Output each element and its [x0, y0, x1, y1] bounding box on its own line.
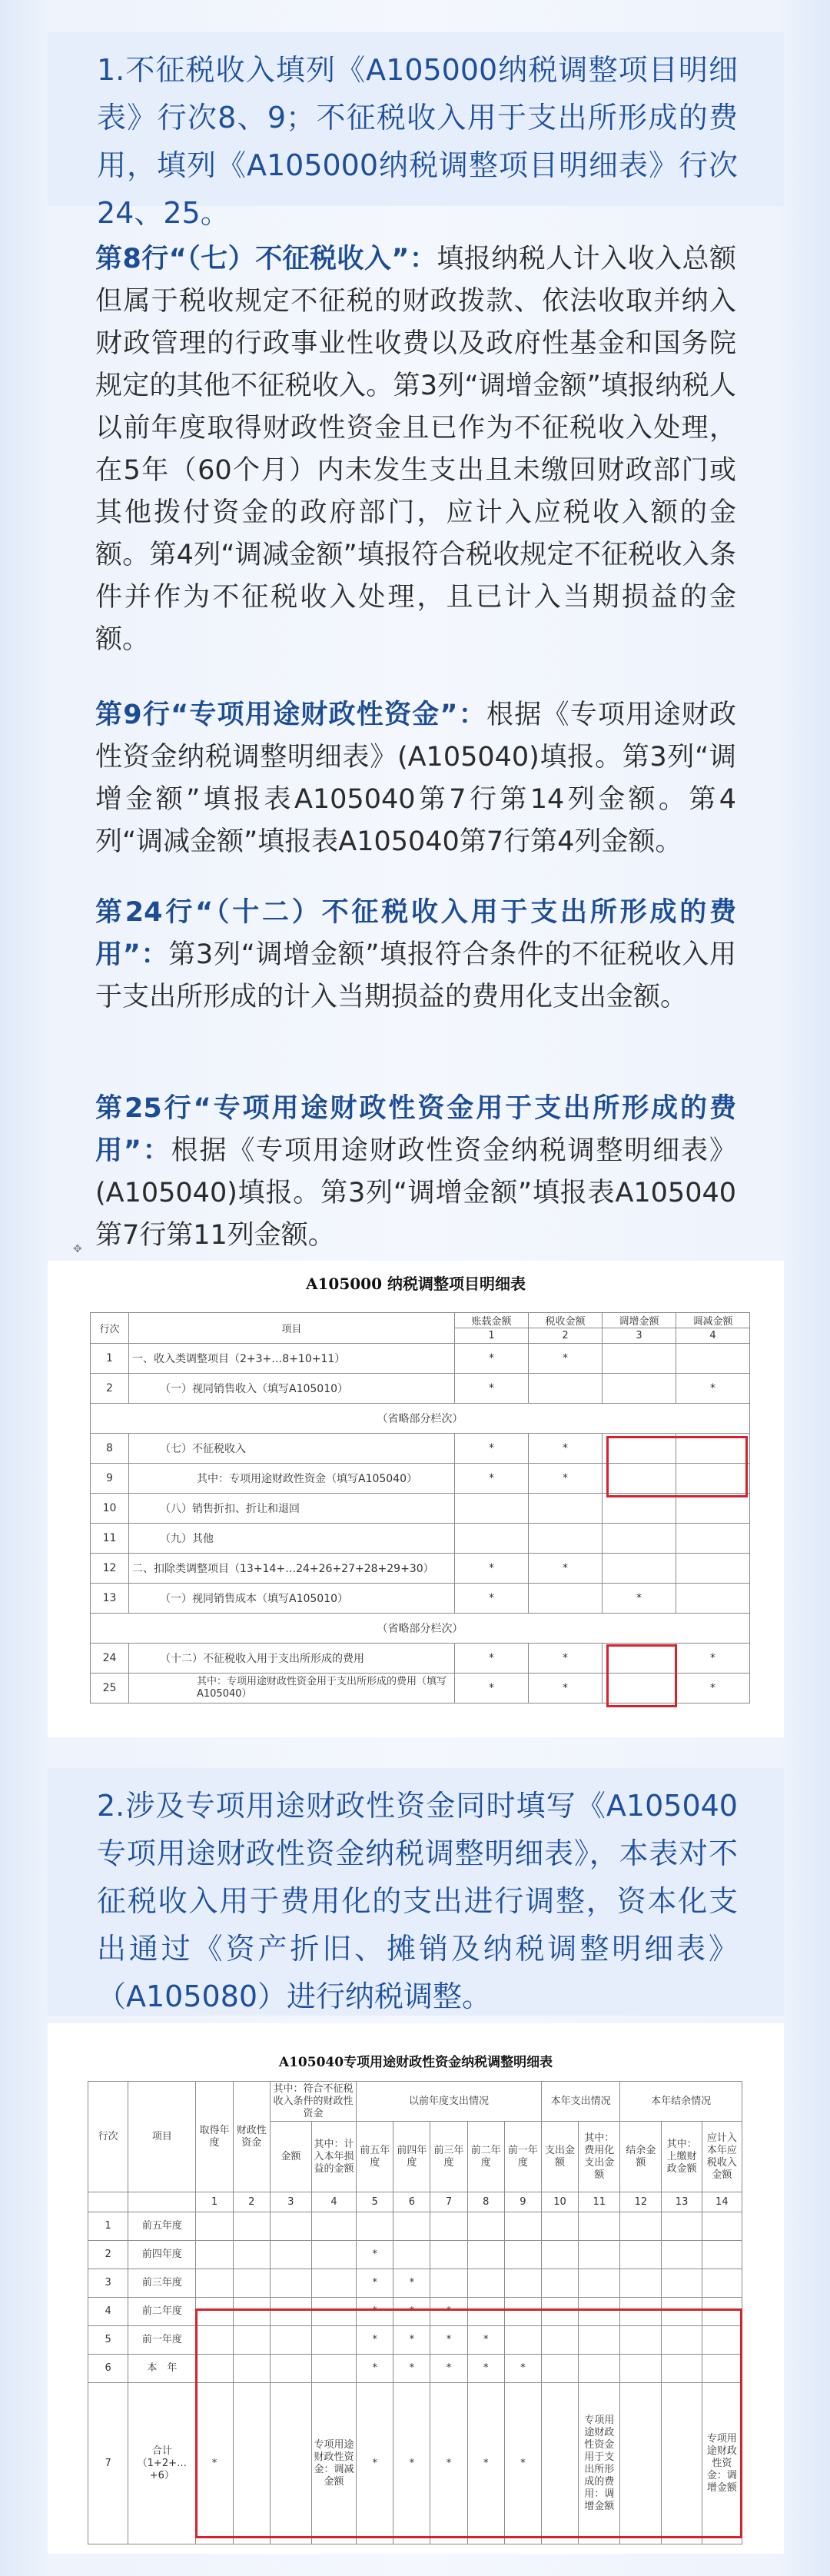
- cell: [603, 1554, 676, 1584]
- cell: *: [430, 2298, 467, 2326]
- header-cell: 其中：符合不征税收入条件的财政性资金: [270, 2082, 356, 2122]
- cell: 2: [88, 2241, 128, 2269]
- note-2: 2.涉及专项用途财政性资金同时填写《A105040专项用途财政性资金纳税调整明细表》，本表对不征税收入用于费用化的支出进行调整，资本化支出通过《资产折旧、摊销及纳税调整明细表》（A105080）进行纳税调整。: [48, 1768, 784, 2016]
- cell: *: [455, 1434, 529, 1464]
- cell: *: [529, 1434, 603, 1464]
- table-row: [91, 1494, 750, 1524]
- table-row: [91, 1554, 750, 1584]
- header-cell: 取得年度: [196, 2082, 233, 2192]
- cell: [529, 1494, 603, 1524]
- cell: [270, 2212, 311, 2241]
- cell: [196, 2212, 233, 2241]
- cell: [579, 2269, 620, 2298]
- cell: [128, 2192, 196, 2212]
- cell: 专项用途财政性资金用于支出所形成的费用：调增金额: [579, 2383, 620, 2544]
- cell: [662, 2269, 702, 2298]
- cell: 1: [88, 2212, 128, 2241]
- cell: [504, 2269, 541, 2298]
- column-number: 11: [579, 2192, 620, 2212]
- cell: [702, 2269, 742, 2298]
- cell: [662, 2241, 702, 2269]
- cell: *: [455, 1344, 529, 1374]
- cell: 8: [91, 1434, 129, 1464]
- cell: 前一年度: [128, 2326, 196, 2355]
- cell: [357, 2212, 393, 2241]
- cell: *: [393, 2326, 430, 2355]
- cell: [620, 2269, 662, 2298]
- header-cell: 项目: [129, 1313, 455, 1344]
- column-number-row: [88, 2192, 742, 2212]
- cell: 专项用途财政性资金：调增金额: [702, 2383, 742, 2544]
- cell: [504, 2212, 541, 2241]
- cell: 本 年: [128, 2355, 196, 2383]
- table-row: [88, 2269, 742, 2298]
- cell: [541, 2241, 578, 2269]
- header-cell: 其中：费用化支出金额: [579, 2122, 620, 2192]
- cell: *: [430, 2326, 467, 2355]
- cell: 9: [91, 1464, 129, 1494]
- cell: 3: [88, 2269, 128, 2298]
- cell: *: [357, 2269, 393, 2298]
- table-row: [88, 2212, 742, 2241]
- cell: （十二）不征税收入用于支出所形成的费用: [129, 1644, 455, 1674]
- highlight-row-24-25: [606, 1644, 677, 1707]
- header-cell: 前一年度: [504, 2122, 541, 2192]
- paragraph-text: 第3列“调增金额”填报符合条件的不征税收入用于支出所形成的计入当期损益的费用化支出金额。: [95, 939, 736, 1012]
- header-cell: 前三年度: [430, 2122, 467, 2192]
- table-row: [91, 1344, 750, 1374]
- column-number: 10: [541, 2192, 578, 2212]
- cell: 一、收入类调整项目（2+3+…8+10+11）: [129, 1344, 455, 1374]
- cell: [430, 2241, 467, 2269]
- column-number: 5: [357, 2192, 393, 2212]
- cell: 前四年度: [128, 2241, 196, 2269]
- cell: 12: [91, 1554, 129, 1584]
- column-number: 12: [620, 2192, 662, 2212]
- cell: [579, 2212, 620, 2241]
- cell: [430, 2212, 467, 2241]
- highlight-rows-8-9: [606, 1436, 748, 1497]
- cell: *: [357, 2326, 393, 2355]
- cell: [88, 2192, 128, 2212]
- cell: [603, 1344, 676, 1374]
- cell: [233, 2241, 270, 2269]
- cell: [541, 2269, 578, 2298]
- paragraph-row-25: [95, 1088, 736, 1257]
- header-cell: 前二年度: [467, 2122, 504, 2192]
- cell: *: [393, 2355, 430, 2383]
- header-cell: 行次: [91, 1313, 129, 1344]
- cell: [662, 2212, 702, 2241]
- header-cell: 其中：计入本年损益的金额: [311, 2122, 356, 2192]
- cell: *: [357, 2355, 393, 2383]
- cell: 前三年度: [128, 2269, 196, 2298]
- column-number: 14: [702, 2192, 742, 2212]
- cell: [455, 1524, 529, 1554]
- cell: [529, 1524, 603, 1554]
- cell: 前五年度: [128, 2212, 196, 2241]
- cell: *: [357, 2298, 393, 2326]
- cell: *: [393, 2298, 430, 2326]
- column-number: 9: [504, 2192, 541, 2212]
- cell: [603, 1524, 676, 1554]
- cell: 25: [91, 1674, 129, 1703]
- column-number: 2: [529, 1328, 603, 1344]
- paragraph-heading: 第8行“（七）不征税收入”：: [95, 244, 437, 274]
- cell: 其中：专项用途财政性资金用于支出所形成的费用（填写A105040）: [129, 1674, 455, 1703]
- cell: *: [430, 2355, 467, 2383]
- cell: *: [467, 2355, 504, 2383]
- cell: *: [196, 2383, 233, 2544]
- cell: *: [455, 1374, 529, 1404]
- cell: 5: [88, 2326, 128, 2355]
- cell: （九）其他: [129, 1524, 455, 1554]
- cell: （一）视同销售收入（填写A105010）: [129, 1374, 455, 1404]
- cell: *: [455, 1644, 529, 1674]
- cell: [311, 2212, 356, 2241]
- cell: *: [676, 1644, 750, 1674]
- cell: 1: [91, 1344, 129, 1374]
- cell: [676, 1584, 750, 1614]
- omitted-text: （省略部分栏次）: [91, 1404, 750, 1434]
- header-cell: 前四年度: [393, 2122, 430, 2192]
- cell: [541, 2212, 578, 2241]
- cell: [196, 2241, 233, 2269]
- cell: （一）视同销售成本（填写A105010）: [129, 1584, 455, 1614]
- header-cell: 其中：上缴财政金额: [662, 2122, 702, 2192]
- cell: 合计（1+2+…+6）: [128, 2383, 196, 2544]
- cell: *: [529, 1554, 603, 1584]
- cell: [579, 2241, 620, 2269]
- paragraph-text: 填报纳税人计入收入总额但属于税收规定不征税的财政拨款、依法收取并纳入财政管理的行政事业性收费以及政府性基金和国务院规定的其他不征税收入。第3列“调增金额”填报纳税人以前年度取得财政性资金且已作为不征税收入处理，在5年（60个月）内未发生支出且未缴回财政部门或其他拨付资金的政府部门，应计入应税收入额的金额。第4列“调减金额”填报符合税收规定不征税收入条件并作为不征税收入处理，且已计入当期损益的金额。: [95, 244, 736, 655]
- column-number: 8: [467, 2192, 504, 2212]
- cell: [620, 2241, 662, 2269]
- cell: *: [455, 1554, 529, 1584]
- cell: [393, 2212, 430, 2241]
- paragraph-heading: 第9行“专项用途财政性资金”：: [95, 700, 487, 730]
- cell: 6: [88, 2355, 128, 2383]
- cell: [603, 1374, 676, 1404]
- cell: [529, 1584, 603, 1614]
- header-cell: 前五年度: [357, 2122, 393, 2192]
- cell: [702, 2241, 742, 2269]
- cell: *: [455, 1464, 529, 1494]
- cell: *: [430, 2383, 467, 2544]
- header-cell: 财政性资金: [233, 2082, 270, 2192]
- move-cross-icon[interactable]: ✥: [73, 1243, 82, 1255]
- paragraph-row-24: [95, 892, 736, 1019]
- cell: [467, 2241, 504, 2269]
- cell: [430, 2269, 467, 2298]
- cell: *: [529, 1344, 603, 1374]
- cell: *: [393, 2269, 430, 2298]
- cell: *: [529, 1644, 603, 1674]
- column-number: 3: [270, 2192, 311, 2212]
- paragraph-row-8: [95, 238, 736, 661]
- cell: 2: [91, 1374, 129, 1404]
- table-title: A105040专项用途财政性资金纳税调整明细表: [278, 2055, 553, 2070]
- column-number: 7: [430, 2192, 467, 2212]
- cell: 4: [88, 2298, 128, 2326]
- cell: [676, 1344, 750, 1374]
- cell: *: [603, 1584, 676, 1614]
- cell: [676, 1554, 750, 1584]
- header-cell: 以前年度支出情况: [357, 2082, 542, 2122]
- cell: [702, 2212, 742, 2241]
- paragraph-heading: 第25行“专项用途财政性资金用于支出所形成的费用”：: [95, 1093, 736, 1166]
- column-number: 2: [233, 2192, 270, 2212]
- cell: *: [467, 2326, 504, 2355]
- cell: [620, 2212, 662, 2241]
- cell: 其中：专项用途财政性资金（填写A105040）: [129, 1464, 455, 1494]
- cell: [504, 2241, 541, 2269]
- cell: 7: [88, 2383, 128, 2544]
- header-cell: 支出金额: [541, 2122, 578, 2192]
- cell: [311, 2269, 356, 2298]
- header-cell: 本年支出情况: [541, 2082, 619, 2122]
- header-cell: 调增金额: [603, 1313, 676, 1328]
- column-number: 4: [311, 2192, 356, 2212]
- header-cell: 应计入本年应税收入金额: [702, 2122, 742, 2192]
- paragraph-text: 根据《专项用途财政性资金纳税调整明细表》(A105040)填报。第3列“调增金额”填报表A105040第7行第14列金额。第4列“调减金额”填报表A105040第7行第4列金额。: [95, 700, 736, 857]
- omitted-row: [91, 1404, 750, 1434]
- cell: [603, 1494, 676, 1524]
- omitted-text: （省略部分栏次）: [91, 1614, 750, 1644]
- cell: 24: [91, 1644, 129, 1674]
- header-cell: 本年结余情况: [620, 2082, 742, 2122]
- note-1: 1.不征税收入填列《A105000纳税调整项目明细表》行次8、9；不征税收入用于支出所形成的费用，填列《A105000纳税调整项目明细表》行次24、25。: [48, 32, 784, 206]
- header-cell: 调减金额: [676, 1313, 750, 1328]
- paragraph-heading: 第24行“（十二）不征税收入用于支出所形成的费用”：: [95, 897, 736, 970]
- cell: [676, 1524, 750, 1554]
- cell: （八）销售折扣、折让和退回: [129, 1494, 455, 1524]
- column-number: 1: [455, 1328, 529, 1344]
- cell: [467, 2269, 504, 2298]
- cell: 13: [91, 1584, 129, 1614]
- cell: [233, 2212, 270, 2241]
- cell: *: [357, 2241, 393, 2269]
- header-cell: 金额: [270, 2122, 311, 2192]
- omitted-row: [91, 1614, 750, 1644]
- table-row: [91, 1524, 750, 1554]
- paragraph-text: 根据《专项用途财政性资金纳税调整明细表》(A105040)填报。第3列“调增金额”填报表A105040第7行第11列金额。: [95, 1135, 736, 1251]
- paragraph-row-9: [95, 694, 736, 863]
- column-number: 1: [196, 2192, 233, 2212]
- cell: [311, 2241, 356, 2269]
- cell: [233, 2269, 270, 2298]
- highlight-data-area: [195, 2308, 742, 2538]
- header-cell: 结余金额: [620, 2122, 662, 2192]
- cell: 11: [91, 1524, 129, 1554]
- cell: [455, 1494, 529, 1524]
- cell: *: [357, 2383, 393, 2544]
- cell: *: [393, 2383, 430, 2544]
- column-number: 3: [603, 1328, 676, 1344]
- cell: [270, 2241, 311, 2269]
- column-number: 6: [393, 2192, 430, 2212]
- table-row: [88, 2241, 742, 2269]
- cell: [467, 2212, 504, 2241]
- cell: [529, 1374, 603, 1404]
- cell: *: [504, 2355, 541, 2383]
- cell: [196, 2269, 233, 2298]
- table-row: [91, 1584, 750, 1614]
- cell: *: [455, 1674, 529, 1703]
- cell: 10: [91, 1494, 129, 1524]
- cell: [393, 2241, 430, 2269]
- cell: *: [676, 1674, 750, 1703]
- table-row: [91, 1374, 750, 1404]
- cell: 前二年度: [128, 2298, 196, 2326]
- cell: *: [676, 1374, 750, 1404]
- table-a105040-figure: [48, 2023, 784, 2554]
- header-cell: 行次: [88, 2082, 128, 2192]
- cell: *: [467, 2383, 504, 2544]
- header-cell: 项目: [128, 2082, 196, 2192]
- cell: *: [455, 1584, 529, 1614]
- column-number: 4: [676, 1328, 750, 1344]
- header-cell: 税收金额: [529, 1313, 603, 1328]
- cell: [676, 1494, 750, 1524]
- table-title: A105000 纳税调整项目明细表: [306, 1275, 526, 1293]
- table-a105000-figure: [48, 1261, 784, 1737]
- header-cell: 账载金额: [455, 1313, 529, 1328]
- cell: 二、扣除类调整项目（13+14+…24+26+27+28+29+30）: [129, 1554, 455, 1584]
- column-number: 13: [662, 2192, 702, 2212]
- cell: *: [529, 1464, 603, 1494]
- cell: *: [529, 1674, 603, 1703]
- cell: [270, 2269, 311, 2298]
- cell: *: [504, 2383, 541, 2544]
- cell: 专项用途财政性资金：调减金额: [311, 2383, 356, 2544]
- cell: （七）不征税收入: [129, 1434, 455, 1464]
